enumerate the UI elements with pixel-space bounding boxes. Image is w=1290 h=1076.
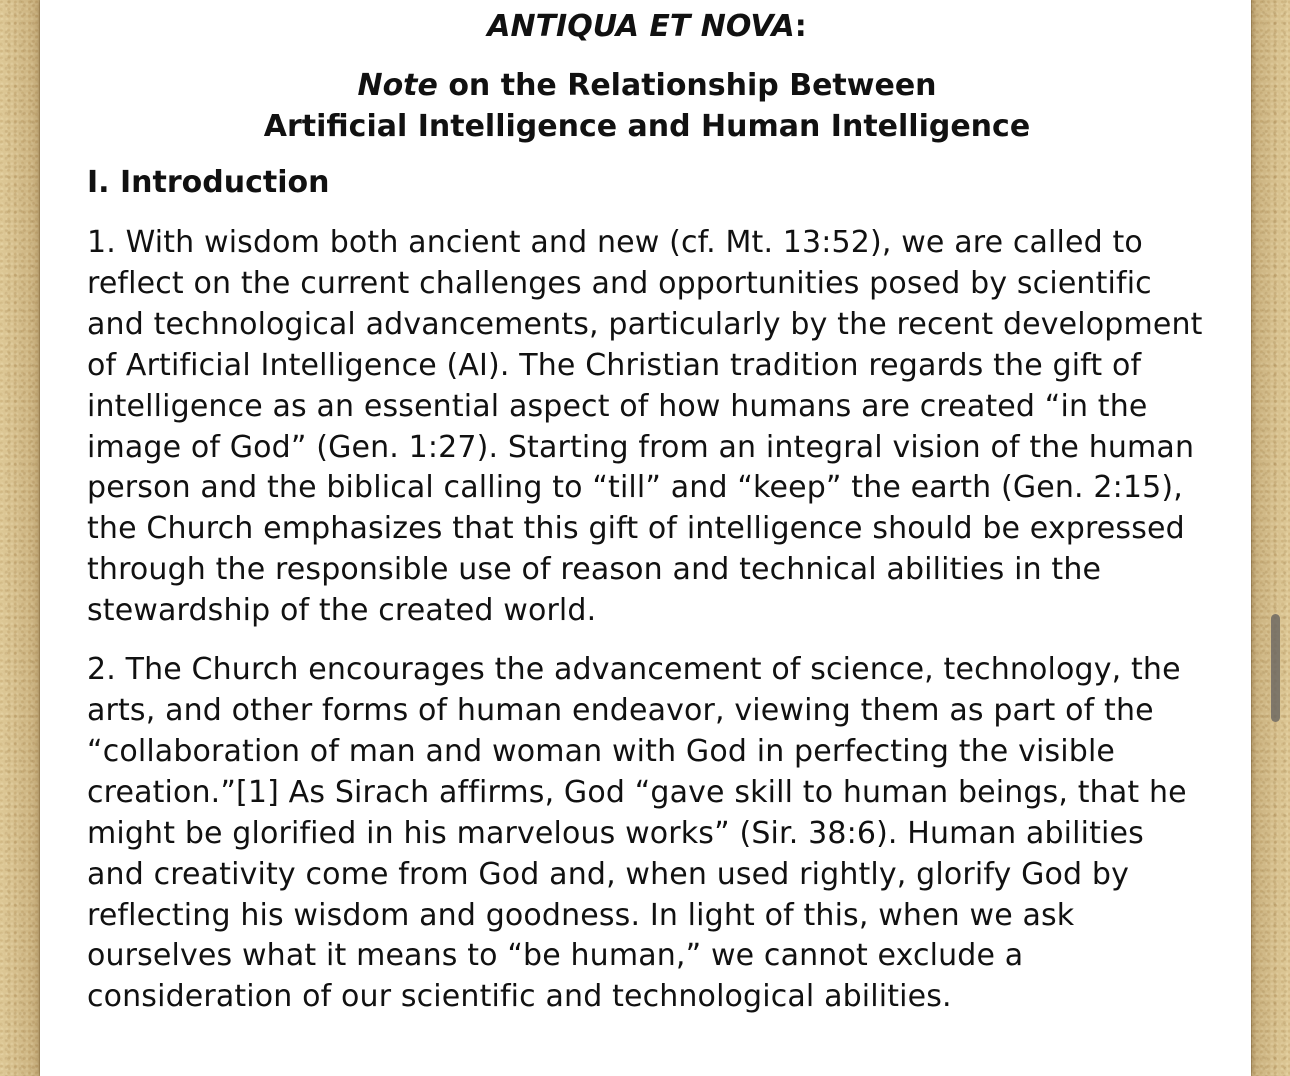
document-subtitle-italic: Note bbox=[357, 68, 438, 103]
document-subtitle-line1 bbox=[87, 65, 1207, 106]
vertical-scrollbar-thumb[interactable] bbox=[1271, 614, 1280, 722]
document-subtitle-line2: Artificial Intelligence and Human Intelligence bbox=[263, 109, 1031, 144]
paragraph-2: 2. The Church encourages the advancement of science, technology, the arts, and other forms of human endeavor, viewing them as part of the “collaboration of man and woman with God in perfecting the visible creation.”[1] As Sirach affirms, God “gave skill to human beings, that he might be glorified in his marvelous works” (Sir. 38:6). Human abilities and creativity come from God and, when used rightly, glorify God by reflecting his wisdom and goodness. In light of this, when we ask ourselves what it means to “be human,” we cannot exclude a consideration of our scientific and technological abilities. bbox=[87, 652, 1187, 1015]
paragraph-1: 1. With wisdom both ancient and new (cf. Mt. 13:52), we are called to reflect on the current challenges and opportunities posed by scientific and technological advancements, particularly by the recent development of Artificial Intelligence (AI). The Christian tradition regards the gift of intelligence as an essential aspect of how humans are created “in the image of God” (Gen. 1:27). Starting from an integral vision of the human person and the biblical calling to “till” and “keep” the earth (Gen. 2:15), the Church emphasizes that this gift of intelligence should be expressed through the responsible use of reason and technical abilities in the stewardship of the created world. bbox=[87, 225, 1203, 629]
document-page[interactable] bbox=[40, 0, 1251, 1076]
document-title-italic: ANTIQUA ET NOVA bbox=[487, 9, 795, 44]
document-subtitle-line1-text: on the Relationship Between bbox=[437, 68, 937, 103]
document-title bbox=[87, 7, 1207, 47]
document-content bbox=[87, 0, 1207, 1018]
section-heading: I. Introduction bbox=[87, 165, 330, 200]
background-left-edge bbox=[0, 0, 40, 1076]
background-right-edge bbox=[1250, 0, 1290, 1076]
document-title-suffix: : bbox=[794, 9, 807, 44]
document-subtitle bbox=[87, 65, 1207, 147]
